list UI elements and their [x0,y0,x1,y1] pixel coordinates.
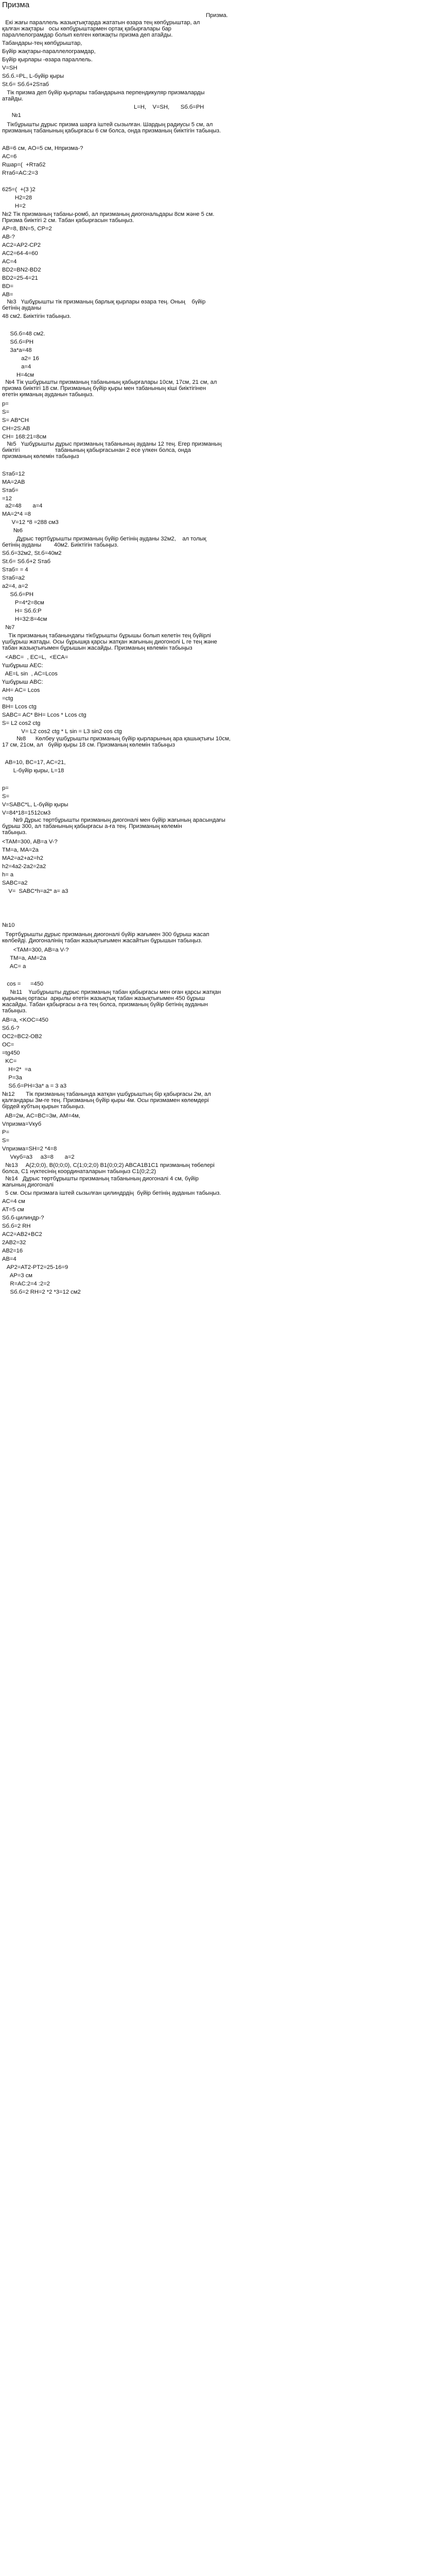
text-line: №10 [2,922,15,928]
text-line: Vкуб=a3 a3=8 a=2 [2,1154,75,1160]
text-line: V=84*18=1512см3 [2,810,51,816]
text-line: Sб.б=PH [2,339,34,345]
text-line: Sб.б=PH [2,591,34,598]
text-line: CH=2S:AB [2,426,30,432]
text-line: Бүйір жақтары-параллелограмдар, [2,48,96,55]
text-line: L=H, V=SH, Sб.б=PH [134,104,204,110]
text-line: AB=4 [2,1256,16,1262]
text-line: 3a*a=48 [2,347,32,353]
text-line: Sб.б=48 см2. [2,331,45,337]
text-line: SABC= AC* BH= Lcos * Lcos ctg [2,712,86,718]
text-line: атайды. [2,96,24,102]
text-line: a2=4, a=2 [2,583,28,589]
text-line: H2=28 [2,195,32,201]
text-line: биіктігі табанының қабырғасынан 2 есе үлкен болса, онда [2,447,191,453]
text-line: AP2=AT2-PT2=25-16=9 [2,1264,68,1270]
text-line: AH= AC= Lcos [2,687,40,693]
text-line: №3 Үшбұрышты тік призманың барлық қырлары өзара тең. Оның бүйір [2,299,206,305]
text-line: призманың табанының қабырғасы 6 см болса, онда призманың биіктігін табыңыз. [2,128,221,134]
text-line: №8 Көлбеу үшбұрышты призманың бүйір қырларының ара қашықтығы 10см, [2,736,231,742]
text-line: P= [2,1129,9,1136]
text-line: <TAM=300, AB=a V-? [2,947,69,953]
text-line: h2=4a2-2a2=2a2 [2,863,46,870]
text-line: Sб.б-цилиндр-? [2,1215,44,1221]
text-line: MA=2AB [2,479,25,485]
text-line: H=2* =a [2,1066,31,1073]
text-line: V=SABC*L, L-бүйір қыры [2,802,68,808]
text-line: Rшар=( +Rтаб2 [2,162,46,168]
text-line: AP=8, BN=5, CP=2 [2,226,52,232]
text-line: a2= 16 [2,355,39,362]
text-line: AC2=AB2+BC2 [2,1231,42,1238]
text-line: V=12 *8 =288 см3 [2,519,59,526]
text-line: AB=10, BC=17, AC=21, [2,759,66,766]
text-line: BD= [2,283,14,290]
text-line: №9 Дұрыс төртбұрышты призманың диогоналі мен бүйір жағының арасындағы [2,817,225,823]
text-line: MA=2*4 =8 [2,511,31,517]
text-line: St.б= Sб.б+2 Sтаб [2,558,51,565]
text-line: H=4см [2,372,34,378]
text-line: h= a [2,872,14,878]
text-line: AE=L sin , AC=Lcos [2,671,58,677]
text-line: болса, C1 нүктесінің координаталарын табыңыз C1(0;2;2) [2,1168,156,1175]
text-line: Бүйір қырлары -өзара параллель. [2,57,93,63]
text-line: бұрыш 300, ал табанының қабырғасы a-ға тең. Призманың көлемін [2,823,182,829]
text-line: Sтаб= [2,487,19,494]
text-line: AB=6 см, AO=5 см, Нпризма-? [2,145,83,151]
text-line: Дұрыс төртбұрышты призманың бүйір бетінің ауданы 32м2, ал толық [2,536,206,542]
text-line: a=4 [2,364,31,370]
text-line: CH= 168:21=8см [2,434,47,440]
text-line: cos = =450 [2,981,44,987]
text-line: p= [2,401,9,407]
text-line: <ABC= , EC=L, <ECA= [2,654,68,660]
text-line: H= Sб.б:P [2,608,42,614]
text-line: OC= [2,1042,14,1048]
text-line: BH= Lcos ctg [2,704,37,710]
text-line: табыңыз. [2,1008,27,1014]
text-line: =tg450 [2,1050,20,1056]
text-line: көлбейді. Диогоналінің табан жазықтығымен жасайтын бұрышын табыңыз. [2,938,203,944]
text-line: Тік призма деп бүйір қырлары табандарына перпендикуляр призмаларды [2,90,205,96]
text-line: №1 [2,112,21,118]
text-line: AC=6 [2,154,17,160]
text-line: =12 [2,496,12,502]
text-line: H=32:8=4см [2,616,47,622]
text-line: Sб.б-? [2,1025,20,1031]
text-line: P=3a [2,1075,22,1081]
text-line: OC2=BC2-OB2 [2,1033,42,1040]
text-line: қалған жақтары осы көпбұрыштармен ортақ қабырғалары бар [2,26,171,32]
text-line: St.б= Sб.б+2Sтаб [2,81,49,88]
text-line: Sтаб= = 4 [2,567,28,573]
text-line: AB=a, <KOC=450 [2,1017,48,1023]
text-line: AB2=16 [2,1248,23,1254]
text-line: Sб.б=2 RH [2,1223,31,1229]
text-line: Sб.б=2 RH=2 *2 *3=12 см2 [2,1289,81,1295]
text-line: №2 Тік призманың табаны-ромб, ал призманың диогональдары 8см және 5 см. [2,211,215,217]
text-line: 5 см. Осы призмаға іштей сызылған цилиндрдің бүйір бетінің ауданын табыңыз. [2,1190,221,1196]
text-line: V=SH [2,65,18,71]
text-line: Призма биіктігі 2 см. Табан қабырғасын табыңыз. [2,217,134,224]
text-line: №4 Тік үшбұрышты призманың табанының қабырғалары 10см, 17см, 21 см, ал [2,379,217,385]
text-line: №6 [2,528,23,534]
text-line: №13 A(2;0;0), B(0;0;0), C(1;0;2;0) B1(0;0;2) ABCA1B1C1 призманың төбелері [2,1162,215,1168]
text-line: R=AC:2=4 :2=2 [2,1281,50,1287]
text-line: 2AB2=32 [2,1240,26,1246]
text-line: SABC=a2 [2,880,28,886]
text-line: AT=5 см [2,1207,24,1213]
text-line: S= AB*CH [2,417,29,423]
text-line: S= [2,793,9,800]
text-line: AC2=AP2-CP2 [2,242,41,248]
text-line: AB=2м, AC=BC=3м, AM=4м, [2,1113,80,1119]
text-line: Sб.б=PH=3a* a = 3 a3 [2,1083,67,1089]
text-line: жасайды. Табан қабырғасы a-ға тең болса, призманың бүйір бетінің ауданын [2,1002,208,1008]
text-line: өтетін қиманың ауданын табыңыз. [2,392,94,398]
text-line: 17 см, 21см, ал бүйір қыры 18 см. Призманың көлемін табыңыз [2,742,175,748]
text-line: Sб.б.=PL, L-бүйір қыры [2,73,64,79]
text-line: Екі жағы параллель жазықтықтарда жататын өзара тең көпбұрыштар, ал [2,20,200,26]
text-line: 625=( +(3 )2 [2,187,36,193]
text-line: қалғандары 3м-ге тең. Призманың бүйір қыры 4м. Осы призмамен көлемдері [2,1097,209,1104]
text-line: №12 Тік призманың табанында жатқан үшбұрыштың бір қабырғасы 2м, ал [2,1091,211,1097]
text-line: S= L2 cos2 ctg [2,720,41,726]
text-line: бетінің ауданы 40м2. Биіктігін табыңыз. [2,542,119,548]
text-line: призманың көлемін табыңыз [2,453,79,460]
text-line: AC2=64-4=60 [2,250,38,257]
text-line: Үшбұрыш AEC: [2,663,43,669]
text-line: №7 [2,624,15,631]
text-line: Призма. [206,12,228,19]
text-line: a2=48 a=4 [2,503,43,509]
text-line: BD2=25-4=21 [2,275,38,281]
text-line: V= SABC*h=a2* a= a3 [2,888,68,894]
text-line: Rтаб=AC:2=3 [2,170,38,176]
text-line: призма биіктігі 18 см. Призманың бүйір қыры мен табанының кіші биіктігінен [2,385,206,392]
text-line: BD2=BN2-BD2 [2,267,41,273]
text-line: TM=a, AM=2a [2,955,46,961]
text-line: Табандары-тең көпбұрыштар, [2,40,82,46]
text-line: H=2 [2,203,26,209]
text-line: Sтаб=a2 [2,575,25,581]
text-line: бетінің ауданы [2,305,41,311]
text-line: TM=a, MA=2a [2,847,39,853]
text-line: AB-? [2,234,15,240]
text-line: №14 Дұрыс төртбұрышты призманың табанының диогоналі 4 см, бүйір [2,1176,199,1182]
text-line: =ctg [2,696,13,702]
text-line: Тік призманың табанындағы тікбұрышты бұрышы болып келетін тең бүйірлі [2,633,211,639]
text-line: S= [2,409,9,415]
text-line: жағының диогоналі [2,1182,54,1188]
text-line: Vпризма=Vкуб [2,1121,42,1127]
text-line: 48 см2. Биіктігін табыңыз. [2,313,71,319]
text-line: табыңыз. [2,829,27,836]
text-line: <TAM=300, AB=a V-? [2,839,58,845]
text-line: S= [2,1138,9,1144]
text-line: KC= [2,1058,17,1064]
text-line: бірдей кубтың қырын табыңыз. [2,1104,85,1110]
text-line: AC=4 [2,259,17,265]
text-line: p= [2,785,9,791]
text-line: MA2=a2+a2=h2 [2,855,43,861]
text-line: №5 Үшбұрышты дұрыс призманың табанының ауданы 12 тең. Егер призманың [2,441,222,447]
text-line: P=4*2=8см [2,600,44,606]
text-line: AP=3 см [2,1273,32,1279]
text-line: Vпризма=SH=2 *4=8 [2,1146,57,1152]
text-line: AC= a [2,963,26,970]
text-line: Төртбұрышты дұрыс призманың диогоналі бүйір жағымен 300 бұрыш жасап [2,931,210,938]
text-line: AC=4 см [2,1198,25,1205]
text-line: V= L2 cos2 ctg * L sin = L3 sin2 cos ctg [2,728,122,735]
text-line: параллелограмдар болып келген көпжақты призма деп атайды. [2,32,173,38]
text-line: үшбұрыш жатады. Осы бұрышқа қарсы жатқан жағының диогонолі L ге тең және [2,639,217,645]
text-line: Үшбұрыш ABC: [2,679,43,685]
text-line: Тікбұрышты дұрыс призма шарға іштей сызылған. Шардың радиусы 5 см, ал [2,122,213,128]
text-line: Sтаб=12 [2,471,25,477]
text-line: №11 Үшбұрышты дұрыс призманың табан қабырғасы мен оған қарсы жатқан [2,989,221,995]
document-title: Призма [2,1,30,9]
text-line: AB= [2,292,13,298]
text-line: L-бүйір қыры, L=18 [2,768,64,774]
text-line: табан жазықтығымен бұрышын жасайды. Призманың көлемін табыңыз [2,645,193,651]
text-line: Sб.б=32м2, St.б=40м2 [2,550,62,556]
text-line: қырының ортасы арқылы өтетін жазықтық табан жазықтығымен 450 бұрыш [2,995,205,1002]
